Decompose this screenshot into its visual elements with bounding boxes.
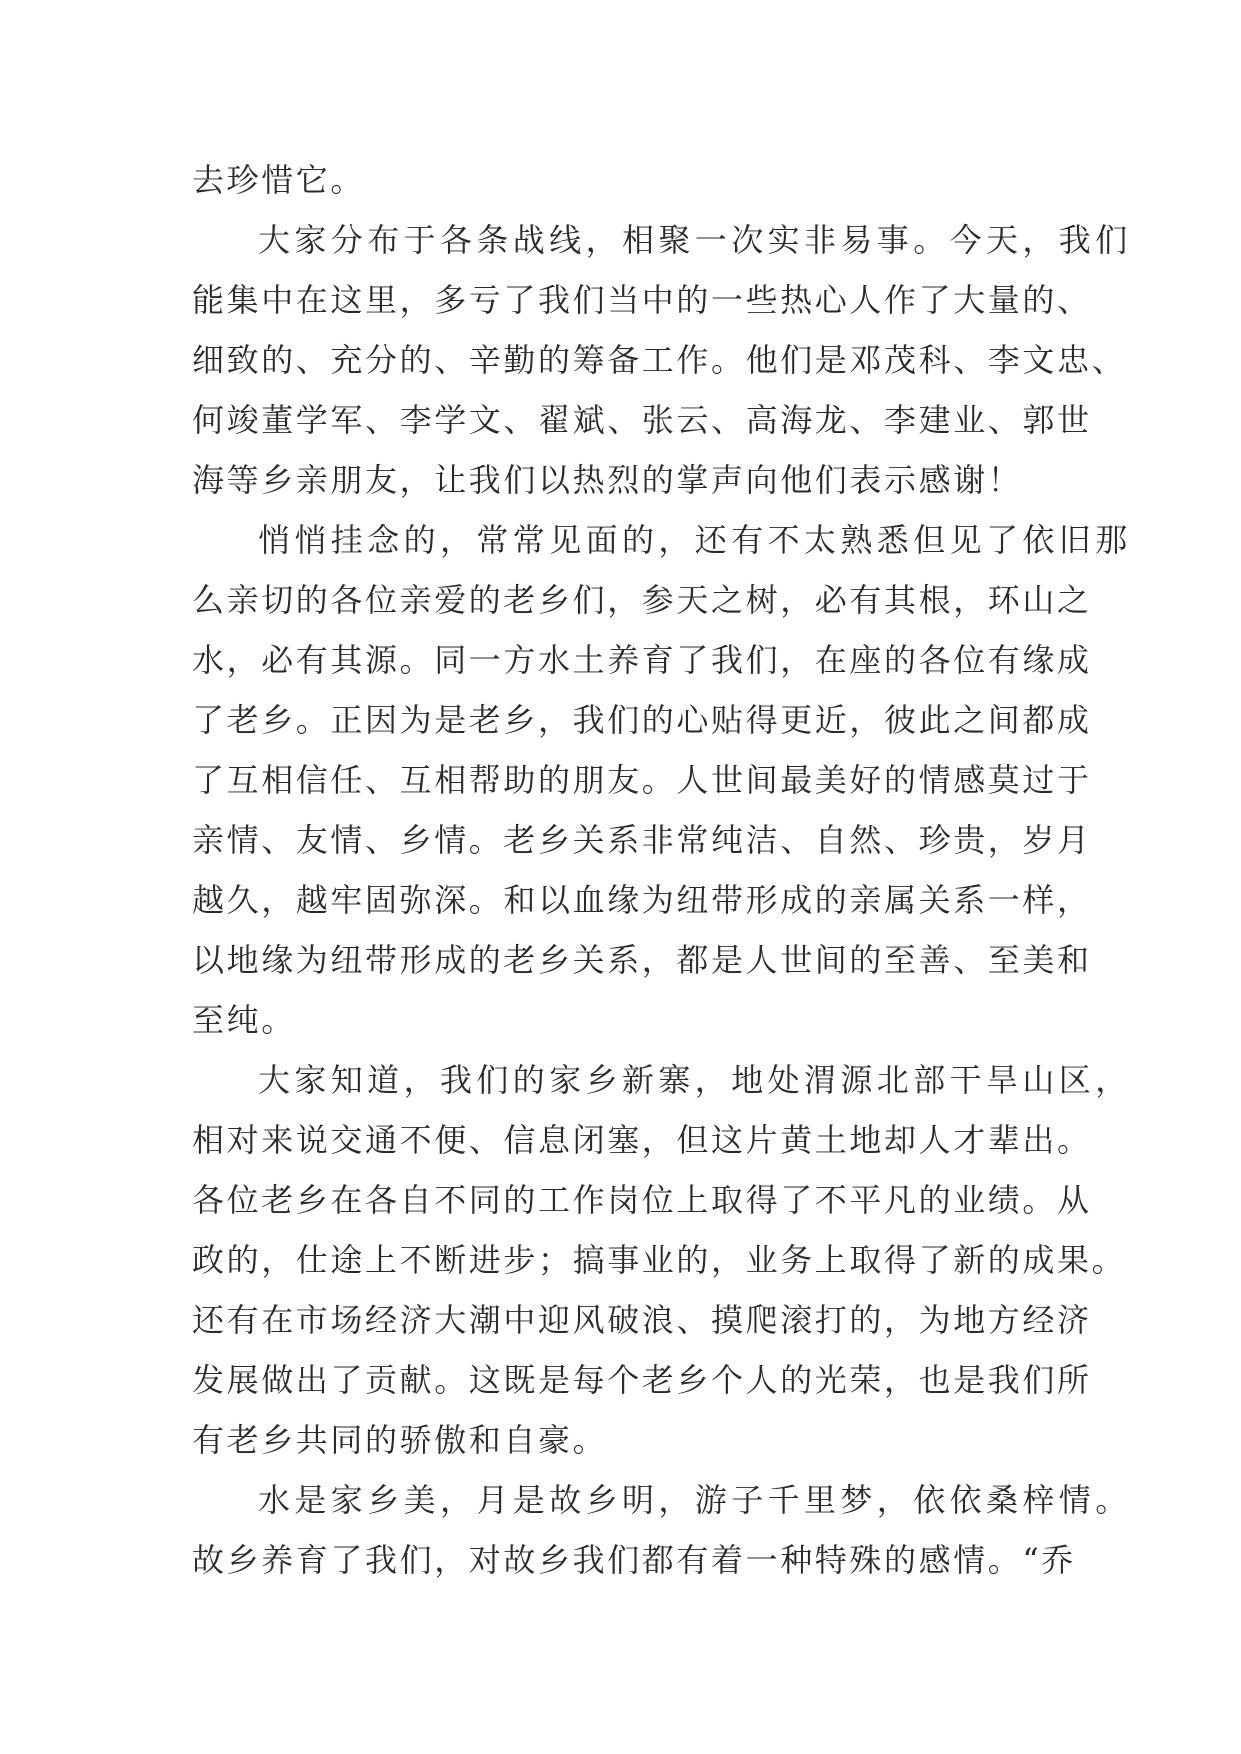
text-line: 各位老乡在各自不同的工作岗位上取得了不平凡的业绩。从: [192, 1181, 1092, 1219]
text-line: 么亲切的各位亲爱的老乡们，参天之树，必有其根，环山之: [192, 581, 1092, 619]
text-line: 何竣董学军、李学文、翟斌、张云、高海龙、李建业、郭世: [192, 401, 1092, 439]
text-line: 去珍惜它。: [192, 161, 366, 199]
text-line: 至纯。: [192, 1001, 296, 1039]
text-line: 大家知道，我们的家乡新寨，地处渭源北部干旱山区，: [258, 1061, 1132, 1099]
text-line: 海等乡亲朋友，让我们以热烈的掌声向他们表示感谢！: [192, 461, 1023, 499]
document-body: [192, 150, 1132, 1590]
text-line: 越久，越牢固弥深。和以血缘为纽带形成的亲属关系一样，: [192, 881, 1092, 919]
text-line: 亲情、友情、乡情。老乡关系非常纯洁、自然、珍贵，岁月: [192, 821, 1092, 859]
text-line: 还有在市场经济大潮中迎风破浪、摸爬滚打的，为地方经济: [192, 1301, 1092, 1339]
text-line: 以地缘为纽带形成的老乡关系，都是人世间的至善、至美和: [192, 941, 1092, 979]
text-line: 大家分布于各条战线，相聚一次实非易事。今天，我们: [258, 221, 1132, 259]
text-line: 了老乡。正因为是老乡，我们的心贴得更近，彼此之间都成: [192, 701, 1092, 739]
text-line: 有老乡共同的骄傲和自豪。: [192, 1421, 608, 1459]
text-line: 悄悄挂念的，常常见面的，还有不太熟悉但见了依旧那: [258, 521, 1132, 559]
text-line: 能集中在这里，多亏了我们当中的一些热心人作了大量的、: [192, 281, 1092, 319]
text-line: 细致的、充分的、辛勤的筹备工作。他们是邓茂科、李文忠、: [192, 341, 1127, 379]
text-line: 发展做出了贡献。这既是每个老乡个人的光荣，也是我们所: [192, 1361, 1092, 1399]
text-line: 政的，仕途上不断进步；搞事业的，业务上取得了新的成果。: [192, 1241, 1127, 1279]
text-line: 水是家乡美，月是故乡明，游子千里梦，依依桑梓情。: [258, 1481, 1132, 1519]
text-line: 了互相信任、互相帮助的朋友。人世间最美好的情感莫过于: [192, 761, 1092, 799]
text-line: 故乡养育了我们，对故乡我们都有着一种特殊的感情。“乔: [192, 1541, 1076, 1579]
text-line: 水，必有其源。同一方水土养育了我们，在座的各位有缘成: [192, 641, 1092, 679]
text-line: 相对来说交通不便、信息闭塞，但这片黄土地却人才辈出。: [192, 1121, 1092, 1159]
